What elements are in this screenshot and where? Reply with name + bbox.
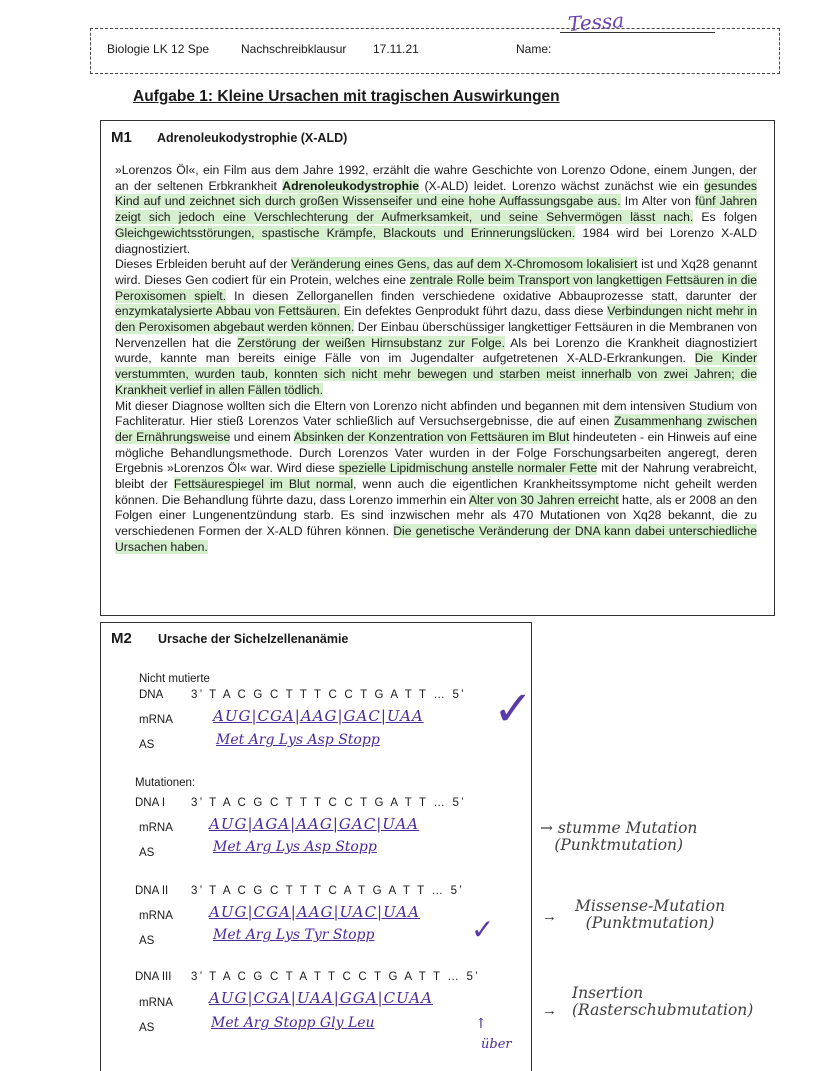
dna-i-sequence: 3’ T A C G C T T T C C T G A T T … 5’	[191, 797, 466, 809]
as-ii-label: AS	[139, 935, 155, 947]
exam-date: 17.11.21	[373, 42, 419, 56]
mrna-ii-label: mRNA	[139, 910, 173, 922]
nicht-mutiert-label: Nicht mutierte	[139, 673, 210, 685]
as-iii-label: AS	[139, 1022, 155, 1034]
text-segment: mit der Nahrung verabreicht, bleibt der	[115, 461, 757, 492]
dna-ii-sequence: 3’ T A C G C T T T C A T G A T T … 5’	[191, 885, 464, 897]
highlighted-text: Die genetische Veränderung der DNA kann dabei unterschiedliche Ursachen haben.	[115, 524, 757, 554]
highlighted-text: Zusammenhang zwischen der Ernährungsweise	[115, 414, 757, 444]
dna-iii-sequence: 3’ T A C G C T A T T C C T G A T T … 5’	[191, 971, 480, 983]
dna-i-label: DNA I	[135, 797, 166, 809]
checkmark-icon: ✓	[471, 914, 495, 945]
m1-paragraph-1	[115, 163, 757, 257]
highlighted-text: gesundes Kind auf und zeichnet sich durch großen Wissenseifer und eine hohe Auffassungsgabe aus.	[115, 178, 757, 209]
student-name: Tessa	[567, 8, 625, 36]
m2-box	[100, 622, 532, 1071]
text-segment: In diesen Zellorganellen finden verschiedene oxidative Abbauprozesse statt, darunter der	[226, 288, 757, 303]
highlighted-text: Adrenoleukodystrophie	[282, 178, 420, 193]
as-ii: Met Arg Lys Tyr Stopp	[213, 927, 375, 943]
ueber-note: über	[481, 1037, 512, 1052]
annotation-missense-mutation: Missense-Mutation (Punktmutation)	[575, 897, 726, 932]
arrow-icon: →	[542, 1002, 557, 1019]
name-label: Name:	[516, 42, 552, 56]
annotation-insertion: Insertion (Rasterschubmutation)	[572, 984, 754, 1019]
mutationen-label: Mutationen:	[135, 777, 196, 789]
mrna-label: mRNA	[139, 714, 173, 726]
text-segment: Es folgen	[693, 210, 758, 225]
m1-box	[100, 120, 775, 616]
m1-title: Adrenoleukodystrophie (X-ALD)	[157, 131, 348, 145]
text-segment: Der Einbau überschüssiger langkettiger Fettsäuren in die Membranen von Nervenzellen hat die	[115, 320, 757, 350]
as-i: Met Arg Lys Asp Stopp	[213, 839, 377, 855]
text-segment: und einem	[230, 429, 294, 444]
mrna-iii: AUG|CGA|UAA|GGA|CUAA	[209, 989, 433, 1007]
highlighted-text: spezielle Lipidmischung anstelle normaler Fette	[338, 461, 598, 476]
highlighted-text: Verbindungen nicht mehr in den Peroxisomen abgebaut werden können.	[115, 304, 757, 335]
text-segment: hatte, als er 2008 an den Folgen einer Lungenentzündung starb. Es sind inzwischen mehr als 470 Mutationen von Xq28 bekannt, die zu verschiedenen Formen der X-ALD führen können.	[115, 492, 757, 539]
task-title: Aufgabe 1: Kleine Ursachen mit tragischen Auswirkungen	[133, 88, 560, 105]
highlighted-text: Alter von 30 Jahren erreicht	[468, 492, 619, 507]
highlighted-text: fünf Jahren zeigt sich jedoch eine Verschlechterung der Aufmerksamkeit, und seine Sehvermögen lässt nach.	[115, 194, 758, 225]
m1-paragraph-2	[115, 257, 757, 398]
highlighted-text: Veränderung eines Gens, das auf dem X-Chromosom lokalisiert	[290, 257, 638, 272]
text-segment: Ein defektes Genprodukt führt dazu, dass diese	[339, 304, 608, 319]
highlighted-text: Gleichgewichtsstörungen, spastische Krämpfe, Blackouts und Erinnerungslücken.	[115, 225, 576, 240]
as-iii: Met Arg Stopp Gly Leu	[211, 1015, 375, 1031]
as-i-label: AS	[139, 847, 155, 859]
text-segment: Als bei Lorenzo die Krankheit diagnostiziert wurde, kannte man bereits einige Fälle von im Jugendalter aufgetretenen X-ALD-Erkrankungen.	[115, 335, 758, 366]
as-label: AS	[139, 739, 155, 751]
exam-type: Nachschreibklausur	[241, 42, 347, 56]
text-segment: hindeuteten - ein Hinweis auf eine mögliche Behandlungsmethode. Durch Lorenzos Vater wurden in der Folge Forschungsarbeiten angeregt, deren Ergebnis »Lorenzos Öl« war. Wird diese	[115, 429, 758, 476]
mrna-ii: AUG|CGA|AAG|UAC|UAA	[209, 903, 420, 921]
text-segment: »Lorenzos Öl«, ein Film aus dem Jahre 1992, erzählt die wahre Geschichte von Lorenzo Odone, einem Jungen, der an der seltenen Erbkrankheit	[115, 163, 757, 193]
dna-ii-label: DNA II	[135, 885, 169, 897]
highlighted-text: zentrale Rolle beim Transport von langkettigen Fettsäuren in die Peroxisomen spielt.	[115, 272, 757, 303]
text-segment: ist und Xq28 genannt wird. Dieses Gen codiert für ein Protein, welches eine	[115, 257, 758, 287]
text-segment: Mit dieser Diagnose wollten sich die Eltern von Lorenzo nicht abfinden und begannen mit dem intensiven Studium von Fachliteratur. Hier stieß Lorenzos Vater schließlich auf Versuchsergebnisse, die auf einen	[115, 398, 757, 429]
exam-header	[90, 28, 780, 74]
text-segment: 1984 wird bei Lorenzo X-ALD diagnostiziert.	[115, 225, 757, 256]
m1-paragraph-3	[115, 399, 757, 556]
text-segment: , wenn auch die eigentlichen Krankheitssymptome nicht geheilt werden können. Die Behandlung führte dazu, dass Lorenzo immerhin ein	[115, 477, 758, 507]
highlighted-text: enzymkatalysierte Abbau von Fettsäuren.	[115, 304, 340, 319]
m2-title: Ursache der Sichelzellenanämie	[158, 632, 349, 646]
highlighted-text: Die Kinder verstummten, wurden taub, konnten sich nicht mehr bewegen und starben meist innerhalb von zwei Jahren; die Krankheit verlief in allen Fällen tödlich.	[115, 351, 758, 397]
mrna-i-label: mRNA	[139, 822, 173, 834]
annotation-stumme-mutation: → stumme Mutation (Punktmutation)	[540, 819, 698, 854]
dna-label: DNA	[139, 689, 164, 701]
text-segment: (X-ALD) leidet. Lorenzo wächst zunächst wie ein	[419, 178, 705, 193]
dna-normal-sequence: 3’ T A C G C T T T C C T G A T T … 5’	[191, 689, 466, 701]
mrna-iii-label: mRNA	[139, 997, 173, 1009]
as-normal: Met Arg Lys Asp Stopp	[216, 732, 380, 748]
m1-body	[115, 163, 757, 556]
m2-label: M2	[111, 630, 132, 647]
highlighted-text: Fettsäurespiegel im Blut normal	[173, 477, 354, 492]
up-arrow-icon: ↑	[475, 1016, 487, 1032]
mrna-i: AUG|AGA|AAG|GAC|UAA	[209, 815, 420, 833]
course-label: Biologie LK 12 Spe	[107, 42, 210, 56]
mrna-normal: AUG|CGA|AAG|GAC|UAA	[213, 707, 424, 725]
highlighted-text: Zerstörung der weißen Hirnsubstanz zur Folge.	[237, 335, 505, 350]
text-segment: Im Alter von	[620, 194, 696, 209]
highlighted-text: Absinken der Konzentration von Fettsäuren im Blut	[293, 429, 570, 444]
checkmark-icon: ✓	[493, 683, 534, 736]
dna-iii-label: DNA III	[135, 971, 172, 983]
text-segment: Dieses Erbleiden beruht auf der	[115, 257, 291, 272]
arrow-icon: →	[542, 908, 557, 925]
m1-label: M1	[111, 129, 132, 146]
